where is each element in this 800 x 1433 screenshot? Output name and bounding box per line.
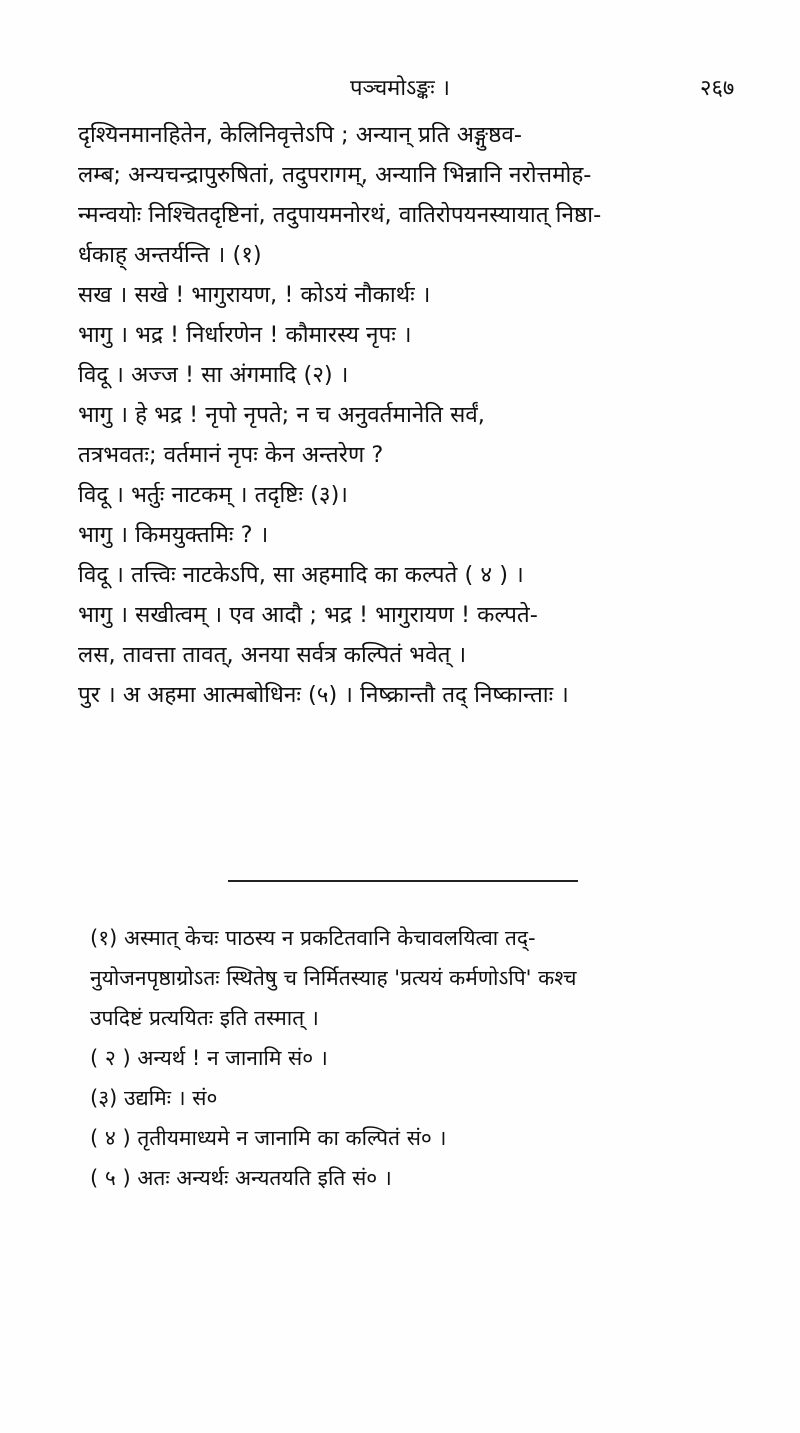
dialogue-line: सख । सखे ! भागुरायण, ! कोऽयं नौकार्थः । (78, 282, 431, 308)
dialogue-line: पुर । अ अहमा आत्मबोधिनः (५) । निष्क्रान्तौ तद् निष्कान्ताः । (78, 682, 569, 708)
text-line: दृश्यिनमानहितेन, केलिनिवृत्तेऽपि ; अन्यान् प्रति अङ्गुष्ठव- (78, 122, 523, 148)
dialogue-line: भागु । हे भद्र ! नृपो नृपते; न च अनुवर्तमानेति सर्वं, (78, 402, 485, 428)
footnotes (90, 918, 750, 1198)
dialogue-line: भागु । सखीत्वम् । एव आदौ ; भद्र ! भागुरायण ! कल्पते- (78, 602, 538, 628)
footnote-divider (228, 880, 578, 882)
text-line: र्धकाह् अन्तर्यन्ति । (१) (78, 242, 262, 268)
footnote-line: ( २ ) अन्यर्थ ! न जानामि सं० । (90, 1046, 328, 1070)
text-line: लम्ब; अन्यचन्द्रापुरुषितां, तदुपरागम्, अन्यानि भिन्नानि नरोत्तमोह- (78, 162, 592, 188)
footnote-line: (१) अस्मात् केचः पाठस्य न प्रकटितवानि केचावलयित्वा तद्- (90, 926, 536, 950)
dialogue-line: विदू । तत्त्विः नाटकेऽपि, सा अहमादि का कल्पते ( ४ ) । (78, 562, 524, 588)
dialogue-line: भागु । भद्र ! निर्धारणेन ! कौमारस्य नृपः । (78, 322, 412, 348)
dialogue-line: विदू । अज्ज ! सा अंगमादि (२) । (78, 362, 349, 388)
dialogue-line: तत्रभवतः; वर्तमानं नृपः केन अन्तरेण ? (78, 442, 384, 468)
text-line: न्मन्वयोः निश्चितदृष्टिनां, तदुपायमनोरथं, वातिरोपयनस्यायात् निष्ठा- (78, 202, 602, 228)
footnote-line: (३) उद्यमिः । सं० (90, 1086, 218, 1110)
main-text (78, 115, 738, 715)
footnote-line: ( ४ ) तृतीयमाध्यमे न जानामि का कल्पितं सं० । (90, 1126, 447, 1150)
page-header (0, 72, 800, 102)
dialogue-line: भागु । किमयुक्तमिः ? । (78, 522, 269, 548)
page-number: २६७ (700, 76, 735, 101)
running-head: पञ्चमोऽङ्कः । (349, 76, 450, 101)
footnote-line: ( ५ ) अतः अन्यर्थः अन्यतयति इति सं० । (90, 1166, 392, 1190)
dialogue-line: विदू । भर्तुः नाटकम् । तदृष्टिः (३)। (78, 482, 348, 508)
footnote-line: नुयोजनपृष्ठाग्रोऽतः स्थितेषु च निर्मितस्याह 'प्रत्ययं कर्मणोऽपि' कश्च (90, 966, 577, 990)
dialogue-line: लस, तावत्ता तावत्, अनया सर्वत्र कल्पितं भवेत् । (78, 642, 467, 668)
footnote-line: उपदिष्टं प्रत्ययितः इति तस्मात् । (90, 1006, 319, 1030)
